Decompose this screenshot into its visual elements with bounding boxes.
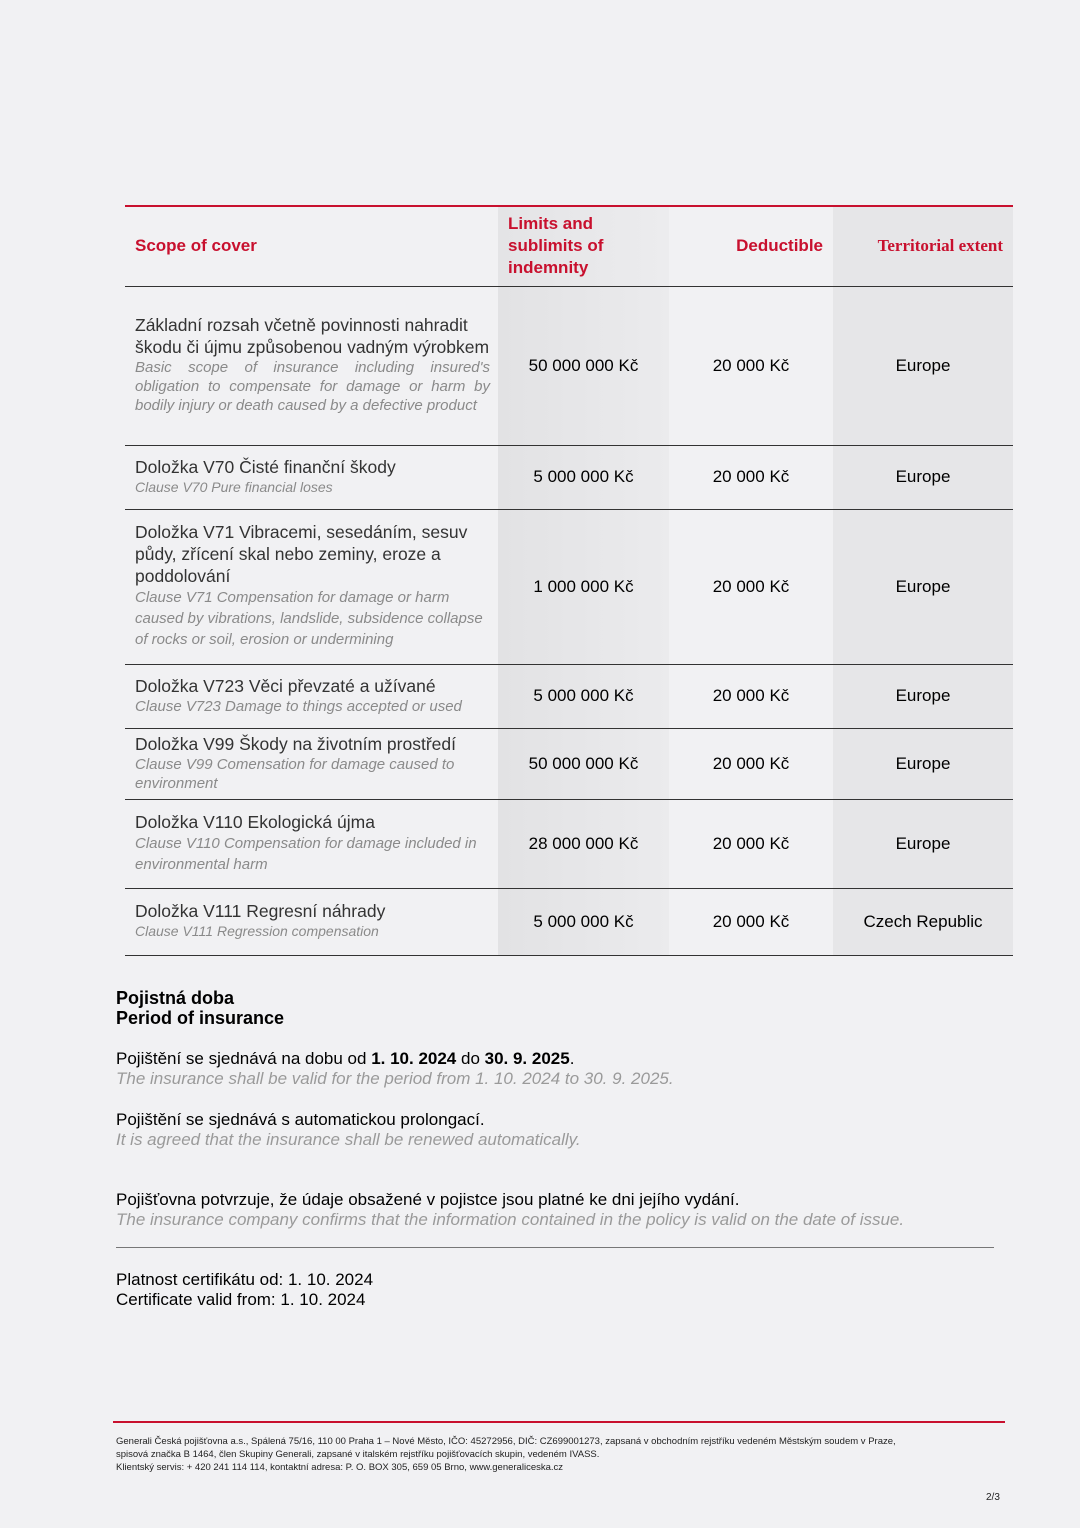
certificate-valid-en: Certificate valid from: 1. 10. 2024: [116, 1290, 366, 1309]
scope-cell: [125, 728, 498, 799]
table-row: [125, 799, 1013, 888]
table-row: [125, 664, 1013, 728]
footer-line: Generali Česká pojišťovna a.s., Spálená 75/16, 110 00 Praha 1 – Nové Město, IČO: 45272956, DIČ: CZ699001273, zapsaná v obchodním rejstříku vedeném Městským soudem v Praze,: [116, 1436, 896, 1447]
limit-cell: 5 000 000 Kč: [498, 664, 669, 728]
period-heading-cz: Pojistná doba: [116, 988, 235, 1008]
scope-cz: Doložka V70 Čisté finanční škody: [135, 456, 396, 477]
footer: [116, 1435, 996, 1474]
territory-cell: Europe: [833, 286, 1013, 445]
prolongation-cz: Pojištění se sjednává s automatickou prolongací.: [116, 1110, 485, 1129]
scope-cell: [125, 799, 498, 888]
limit-cell: 1 000 000 Kč: [498, 509, 669, 664]
territory-cell: Europe: [833, 509, 1013, 664]
scope-cz: Doložka V110 Ekologická újma: [135, 811, 375, 832]
scope-cz: Doložka V111 Regresní náhrady: [135, 901, 386, 921]
scope-en: Clause V723 Damage to things accepted or used: [135, 697, 462, 715]
deductible-cell: 20 000 Kč: [669, 286, 833, 445]
table-header-row: [125, 206, 1013, 286]
footer-divider: [113, 1421, 1005, 1423]
territory-cell: Czech Republic: [833, 888, 1013, 955]
page-number: 2/3: [986, 1492, 1000, 1503]
footer-line: Klientský servis: + 420 241 114 114, kontaktní adresa: P. O. BOX 305, 659 05 Brno, www.generaliceska.cz: [116, 1462, 564, 1473]
scope-cz: Doložka V723 Věci převzaté a užívané: [135, 675, 436, 696]
header-territorial: Territorial extent: [833, 206, 1013, 286]
prolongation-en: It is agreed that the insurance shall be renewed automatically.: [116, 1130, 581, 1149]
deductible-cell: 20 000 Kč: [669, 664, 833, 728]
scope-en: Clause V99 Comensation for damage caused to environment: [135, 755, 455, 792]
period-line-en: The insurance shall be valid for the period from 1. 10. 2024 to 30. 9. 2025.: [116, 1069, 674, 1088]
limit-cell: 28 000 000 Kč: [498, 799, 669, 888]
scope-cz: Doložka V71 Vibracemi, sesedáním, sesuv půdy, zřícení skal nebo zeminy, eroze a poddolování: [135, 522, 468, 586]
header-deductible: Deductible: [669, 206, 833, 286]
date-from: 1. 10. 2024: [371, 1049, 457, 1068]
footer-line: spisová značka B 1464, člen Skupiny Generali, zapsané v italském rejstříku pojišťovacích skupin, vedeném IVASS.: [116, 1449, 600, 1460]
header-limits: Limits and sublimits of indemnity: [498, 206, 669, 286]
scope-cz: Základní rozsah včetně povinnosti nahradit škodu či újmu způsobenou vadným výrobkem: [135, 315, 490, 357]
deductible-cell: 20 000 Kč: [669, 728, 833, 799]
scope-en: Clause V70 Pure financial loses: [135, 478, 333, 495]
deductible-cell: 20 000 Kč: [669, 509, 833, 664]
scope-en: Clause V71 Compensation for damage or harm caused by vibrations, landslide, subsidence collapse of rocks or soil, erosion or undermining: [135, 589, 483, 648]
header-scope: Scope of cover: [125, 206, 498, 286]
territory-cell: Europe: [833, 728, 1013, 799]
period-heading-en: Period of insurance: [116, 1008, 285, 1028]
period-line-cz: Pojištění se sjednává na dobu od 1. 10. 2024 do 30. 9. 2025.: [116, 1049, 575, 1068]
territory-cell: Europe: [833, 445, 1013, 509]
scope-en: Clause V110 Compensation for damage included in environmental harm: [135, 834, 477, 873]
confirmation-cz: Pojišťovna potvrzuje, že údaje obsažené v pojistce jsou platné ke dni jejího vydání.: [116, 1190, 740, 1209]
scope-en: Basic scope of insurance including insured's obligation to compensate for damage or harm by bodily injury or death caused by a defective product: [135, 359, 490, 414]
scope-cell: [125, 509, 498, 664]
deductible-cell: 20 000 Kč: [669, 445, 833, 509]
scope-cell: [125, 664, 498, 728]
table-row: [125, 445, 1013, 509]
divider: [116, 1247, 994, 1248]
scope-cz: Doložka V99 Škody na životním prostředí: [135, 733, 456, 754]
table-row: [125, 728, 1013, 799]
territory-cell: Europe: [833, 664, 1013, 728]
scope-en: Clause V111 Regression compensation: [135, 923, 379, 939]
period-section: [116, 988, 996, 1230]
limit-cell: 5 000 000 Kč: [498, 888, 669, 955]
deductible-cell: 20 000 Kč: [669, 888, 833, 955]
certificate-validity: [116, 1270, 373, 1310]
scope-cell: [125, 445, 498, 509]
limit-cell: 50 000 000 Kč: [498, 286, 669, 445]
table-row: [125, 888, 1013, 955]
date-to: 30. 9. 2025: [484, 1049, 570, 1068]
table-row: [125, 509, 1013, 664]
limit-cell: 50 000 000 Kč: [498, 728, 669, 799]
scope-cell: [125, 888, 498, 955]
scope-cell: [125, 286, 498, 445]
confirmation-en: The insurance company confirms that the information contained in the policy is valid on the date of issue.: [116, 1210, 905, 1229]
territory-cell: Europe: [833, 799, 1013, 888]
coverage-table: [125, 205, 1013, 956]
table-row: [125, 286, 1013, 445]
deductible-cell: 20 000 Kč: [669, 799, 833, 888]
certificate-valid-cz: Platnost certifikátu od: 1. 10. 2024: [116, 1270, 374, 1289]
limit-cell: 5 000 000 Kč: [498, 445, 669, 509]
